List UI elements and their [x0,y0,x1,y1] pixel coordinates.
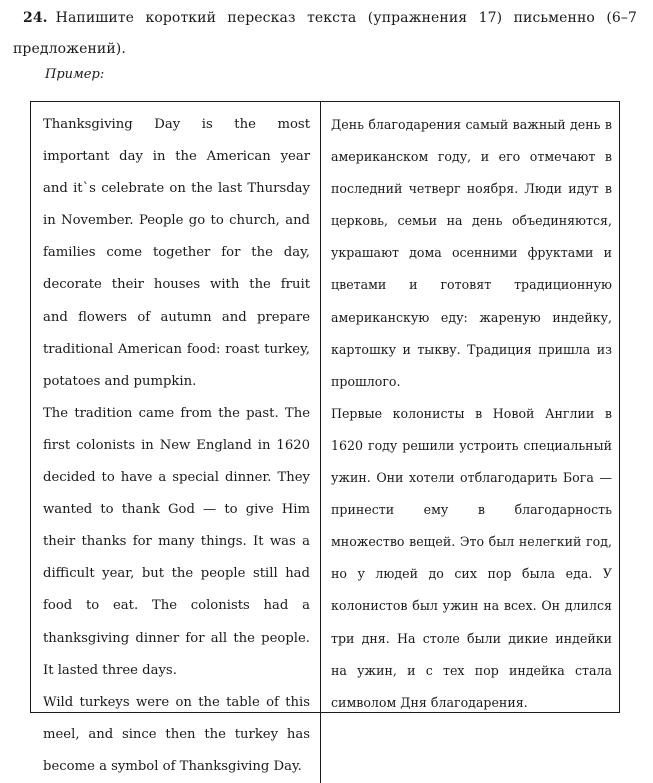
task-text: Напишите короткий пересказ текста (упражнения 17) письменно (6–7 предложений). [13,10,637,57]
english-text-column [31,102,321,783]
russian-paragraph-1: День благодарения самый важный день в американском году, и его отмечают в последний четверг ноября. Люди идут в церковь, семьи на день объединяются, украшают дома осенними фруктами и цветами и готовят традиционную американскую еду: жареную индейку, картошку и тыкву. Традиция пришла из прошлого. [331,117,612,389]
example-label: Пример: [45,67,105,82]
english-paragraph-1: Thanksgiving Day is the most important day in the American year and it`s celebrate on the last Thursday in November. People go to church, and families come together for the day, decorate their houses with the fruit and flowers of autumn and prepare traditional American food: roast turkey, potatoes and pumpkin. [43,117,310,389]
task-number: 24. [23,10,48,26]
task-instruction [13,3,637,65]
english-paragraph-2: The tradition came from the past. The first colonists in New England in 1620 decided to have a special dinner. They wanted to thank God — to give Him their thanks for many things. It was a difficult year, but the people still had food to eat. The colonists had a thanksgiving dinner for all the people. It lasted three days. [43,405,310,678]
english-paragraph-3: Wild turkeys were on the table of this meel, and since then the turkey has become a symbol of Thanksgiving Day. [43,694,310,774]
text-comparison-table [30,101,620,774]
russian-text-column [321,102,620,783]
russian-paragraph-2: Первые колонисты в Новой Англии в 1620 году решили устроить специальный ужин. Они хотели отблагодарить Бога — принести ему в благодарность множество вещей. Это был нелегкий год, но у людей до сих пор была еда. У колонистов был ужин на всех. Он длился три дня. На столе были дикие индейки на ужин, и с тех пор индейка стала символом Дня благодарения. [331,405,612,710]
